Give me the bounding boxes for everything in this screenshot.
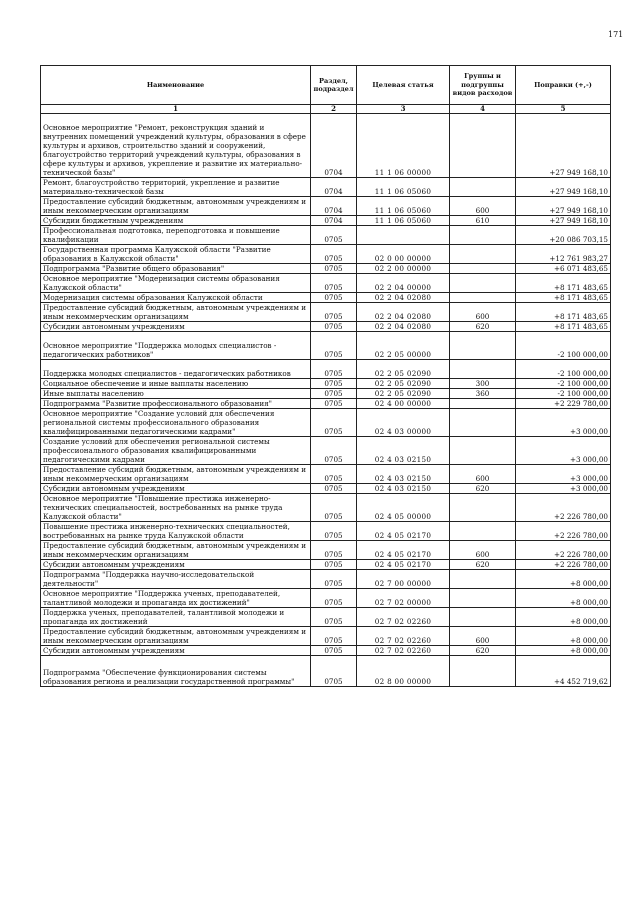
row-amount: +8 171 483,65 — [516, 303, 611, 322]
row-amount: +3 000,00 — [516, 484, 611, 494]
row-group — [450, 293, 516, 303]
budget-amendments-table — [40, 65, 611, 687]
row-section: 0704 — [311, 216, 357, 226]
row-name: Подпрограмма "Развитие общего образования" — [41, 264, 311, 274]
row-name: Социальное обеспечение и иные выплаты населению — [41, 379, 311, 389]
header-row — [41, 66, 611, 105]
row-section: 0705 — [311, 293, 357, 303]
row-section: 0705 — [311, 264, 357, 274]
table-row — [41, 197, 611, 216]
row-amount: -2 100 000,00 — [516, 389, 611, 399]
row-amount: -2 100 000,00 — [516, 360, 611, 379]
row-name: Подпрограмма "Поддержка научно-исследовательской деятельности" — [41, 570, 311, 589]
row-target: 02 4 03 02150 — [357, 437, 450, 465]
table-row — [41, 522, 611, 541]
table-row — [41, 360, 611, 379]
row-group: 300 — [450, 379, 516, 389]
row-target: 02 4 05 02170 — [357, 522, 450, 541]
row-section: 0705 — [311, 560, 357, 570]
row-section: 0705 — [311, 541, 357, 560]
row-section: 0705 — [311, 332, 357, 360]
row-amount: +8 000,00 — [516, 646, 611, 656]
row-amount: +6 071 483,65 — [516, 264, 611, 274]
row-amount: +8 000,00 — [516, 608, 611, 627]
row-name: Основное мероприятие "Создание условий для обеспечения региональной системы профессионального образования квалифицированными педагогическими кадрами" — [41, 409, 311, 437]
row-name: Ремонт, благоустройство территорий, укрепление и развитие материально-технической базы — [41, 178, 311, 197]
row-group: 600 — [450, 465, 516, 484]
row-amount: +20 086 703,15 — [516, 226, 611, 245]
row-section: 0705 — [311, 608, 357, 627]
row-group: 360 — [450, 389, 516, 399]
row-section: 0704 — [311, 197, 357, 216]
table-row — [41, 216, 611, 226]
table-row — [41, 264, 611, 274]
row-amount: +8 000,00 — [516, 570, 611, 589]
row-name: Поддержка ученых, преподавателей, талантливой молодежи и пропаганда их достижений — [41, 608, 311, 627]
row-target: 02 7 02 02260 — [357, 608, 450, 627]
row-section: 0705 — [311, 465, 357, 484]
row-name: Государственная программа Калужской области "Развитие образования в Калужской области" — [41, 245, 311, 264]
column-number: 4 — [450, 105, 516, 114]
table-row — [41, 465, 611, 484]
row-target: 02 2 04 00000 — [357, 274, 450, 293]
row-name: Субсидии бюджетным учреждениям — [41, 216, 311, 226]
row-group — [450, 178, 516, 197]
header-amount: Поправки (+,-) — [516, 66, 611, 105]
row-name: Иные выплаты населению — [41, 389, 311, 399]
row-name: Основное мероприятие "Поддержка молодых специалистов - педагогических работников" — [41, 332, 311, 360]
table-row — [41, 541, 611, 560]
row-section: 0705 — [311, 226, 357, 245]
row-section: 0705 — [311, 399, 357, 409]
table-row — [41, 627, 611, 646]
row-amount: -2 100 000,00 — [516, 332, 611, 360]
row-name: Подпрограмма "Обеспечение функционирования системы образования региона и реализации государственной программы" — [41, 656, 311, 687]
row-name: Субсидии автономным учреждениям — [41, 646, 311, 656]
row-amount: -2 100 000,00 — [516, 379, 611, 389]
header-name: Наименование — [41, 66, 311, 105]
row-amount: +27 949 168,10 — [516, 178, 611, 197]
row-section: 0704 — [311, 178, 357, 197]
row-amount: +3 000,00 — [516, 409, 611, 437]
row-amount: +2 226 780,00 — [516, 494, 611, 522]
row-target: 02 2 05 02090 — [357, 360, 450, 379]
row-name: Поддержка молодых специалистов - педагогических работников — [41, 360, 311, 379]
row-name: Субсидии автономным учреждениям — [41, 484, 311, 494]
table-row — [41, 226, 611, 245]
row-section: 0705 — [311, 522, 357, 541]
row-name: Основное мероприятие "Модернизация системы образования Калужской области" — [41, 274, 311, 293]
row-section: 0705 — [311, 303, 357, 322]
row-amount: +27 949 168,10 — [516, 114, 611, 178]
table-row — [41, 293, 611, 303]
row-section: 0705 — [311, 379, 357, 389]
row-section: 0705 — [311, 589, 357, 608]
row-name: Предоставление субсидий бюджетным, автономным учреждениям и иным некоммерческим организациям — [41, 197, 311, 216]
row-amount: +2 229 780,00 — [516, 399, 611, 409]
row-target: 11 1 06 05060 — [357, 197, 450, 216]
row-target: 02 2 05 02090 — [357, 389, 450, 399]
header-target: Целевая статья — [357, 66, 450, 105]
table-row — [41, 608, 611, 627]
table-row — [41, 484, 611, 494]
page-number: 171 — [608, 30, 624, 39]
row-amount: +3 000,00 — [516, 437, 611, 465]
table-row — [41, 656, 611, 687]
row-amount: +3 000,00 — [516, 465, 611, 484]
row-target: 02 0 00 00000 — [357, 245, 450, 264]
row-target: 02 2 05 02090 — [357, 379, 450, 389]
row-amount: +8 171 483,65 — [516, 274, 611, 293]
row-group — [450, 114, 516, 178]
row-amount: +8 000,00 — [516, 627, 611, 646]
row-group — [450, 608, 516, 627]
row-target: 02 4 00 00000 — [357, 399, 450, 409]
row-target: 02 2 00 00000 — [357, 264, 450, 274]
table-row — [41, 409, 611, 437]
row-name: Модернизация системы образования Калужской области — [41, 293, 311, 303]
row-section: 0705 — [311, 389, 357, 399]
row-section: 0705 — [311, 646, 357, 656]
row-group: 620 — [450, 646, 516, 656]
table-row — [41, 303, 611, 322]
row-group — [450, 274, 516, 293]
row-group: 620 — [450, 484, 516, 494]
table-row — [41, 646, 611, 656]
row-target: 02 4 05 00000 — [357, 494, 450, 522]
row-target: 02 4 05 02170 — [357, 541, 450, 560]
row-group — [450, 589, 516, 608]
row-section: 0705 — [311, 627, 357, 646]
row-amount: +8 171 483,65 — [516, 322, 611, 332]
row-section: 0705 — [311, 274, 357, 293]
column-number: 3 — [357, 105, 450, 114]
row-section: 0705 — [311, 437, 357, 465]
row-group: 600 — [450, 303, 516, 322]
row-target: 02 7 00 00000 — [357, 570, 450, 589]
table-row — [41, 114, 611, 178]
table-row — [41, 589, 611, 608]
row-target: 02 7 02 02260 — [357, 627, 450, 646]
row-target: 02 4 03 02150 — [357, 484, 450, 494]
row-group: 620 — [450, 560, 516, 570]
row-group — [450, 245, 516, 264]
row-amount: +8 000,00 — [516, 589, 611, 608]
table-row — [41, 570, 611, 589]
table-row — [41, 332, 611, 360]
table-row — [41, 399, 611, 409]
row-amount: +2 226 780,00 — [516, 541, 611, 560]
row-section: 0705 — [311, 409, 357, 437]
row-target: 02 4 03 00000 — [357, 409, 450, 437]
row-section: 0705 — [311, 484, 357, 494]
row-name: Субсидии автономным учреждениям — [41, 322, 311, 332]
row-name: Предоставление субсидий бюджетным, автономным учреждениям и иным некоммерческим организациям — [41, 465, 311, 484]
header-section: Раздел, подраздел — [311, 66, 357, 105]
row-name: Предоставление субсидий бюджетным, автономным учреждениям и иным некоммерческим организациям — [41, 541, 311, 560]
table-row — [41, 322, 611, 332]
row-name: Повышение престижа инженерно-технических специальностей, востребованных на рынке труда Калужской области — [41, 522, 311, 541]
row-target: 02 2 05 00000 — [357, 332, 450, 360]
table-row — [41, 560, 611, 570]
row-section: 0705 — [311, 245, 357, 264]
table-row — [41, 494, 611, 522]
row-section: 0705 — [311, 360, 357, 379]
table-row — [41, 437, 611, 465]
row-group — [450, 570, 516, 589]
row-name: Создание условий для обеспечения региональной системы профессионального образования квалифицированными педагогическими кадрами — [41, 437, 311, 465]
row-amount: +2 226 780,00 — [516, 560, 611, 570]
row-group — [450, 332, 516, 360]
row-name: Предоставление субсидий бюджетным, автономным учреждениям и иным некоммерческим организациям — [41, 627, 311, 646]
column-number: 5 — [516, 105, 611, 114]
row-target: 02 7 02 02260 — [357, 646, 450, 656]
row-target: 11 1 06 05060 — [357, 216, 450, 226]
row-name: Основное мероприятие "Повышение престижа инженерно-технических специальностей, востребованных на рынке труда Калужской области" — [41, 494, 311, 522]
row-target: 02 4 05 02170 — [357, 560, 450, 570]
row-group: 600 — [450, 197, 516, 216]
table-row — [41, 274, 611, 293]
row-name: Субсидии автономным учреждениям — [41, 560, 311, 570]
row-group — [450, 226, 516, 245]
row-group — [450, 437, 516, 465]
column-number-row — [41, 105, 611, 114]
row-target: 02 8 00 00000 — [357, 656, 450, 687]
table-row — [41, 178, 611, 197]
row-name: Профессиональная подготовка, переподготовка и повышение квалификации — [41, 226, 311, 245]
row-section: 0705 — [311, 656, 357, 687]
row-group — [450, 409, 516, 437]
row-target: 02 2 04 02080 — [357, 293, 450, 303]
row-target: 11 1 06 05060 — [357, 178, 450, 197]
column-number: 1 — [41, 105, 311, 114]
row-amount: +8 171 483,65 — [516, 293, 611, 303]
row-section: 0705 — [311, 494, 357, 522]
row-group: 600 — [450, 541, 516, 560]
row-group: 600 — [450, 627, 516, 646]
row-target: 02 2 04 02080 — [357, 322, 450, 332]
row-section: 0704 — [311, 114, 357, 178]
row-amount: +27 949 168,10 — [516, 197, 611, 216]
row-amount: +2 226 780,00 — [516, 522, 611, 541]
row-group — [450, 360, 516, 379]
row-amount: +4 452 719,62 — [516, 656, 611, 687]
row-group — [450, 494, 516, 522]
row-amount: +12 761 983,27 — [516, 245, 611, 264]
table-row — [41, 245, 611, 264]
row-group — [450, 264, 516, 274]
row-amount: +27 949 168,10 — [516, 216, 611, 226]
row-group — [450, 399, 516, 409]
row-section: 0705 — [311, 570, 357, 589]
row-name: Подпрограмма "Развитие профессионального образования" — [41, 399, 311, 409]
row-name: Основное мероприятие "Поддержка ученых, преподавателей, талантливой молодежи и пропаганда их достижений" — [41, 589, 311, 608]
row-group: 610 — [450, 216, 516, 226]
table-row — [41, 379, 611, 389]
row-section: 0705 — [311, 322, 357, 332]
row-target: 11 1 06 00000 — [357, 114, 450, 178]
column-number: 2 — [311, 105, 357, 114]
row-group — [450, 522, 516, 541]
table-row — [41, 389, 611, 399]
row-target — [357, 226, 450, 245]
row-target: 02 4 03 02150 — [357, 465, 450, 484]
row-name: Предоставление субсидий бюджетным, автономным учреждениям и иным некоммерческим организациям — [41, 303, 311, 322]
row-target: 02 7 02 00000 — [357, 589, 450, 608]
header-group: Группы и подгруппы видов расходов — [450, 66, 516, 105]
row-group: 620 — [450, 322, 516, 332]
row-target: 02 2 04 02080 — [357, 303, 450, 322]
row-name: Основное мероприятие "Ремонт, реконструкция зданий и внутренних помещений учреждений культуры, образования в сфере культуры и архивов, строительство зданий и сооружений, благоустройство территорий учреждений культуры, образования в сфере культуры и архивов, укрепление и развитие их материально-технической базы" — [41, 114, 311, 178]
row-group — [450, 656, 516, 687]
